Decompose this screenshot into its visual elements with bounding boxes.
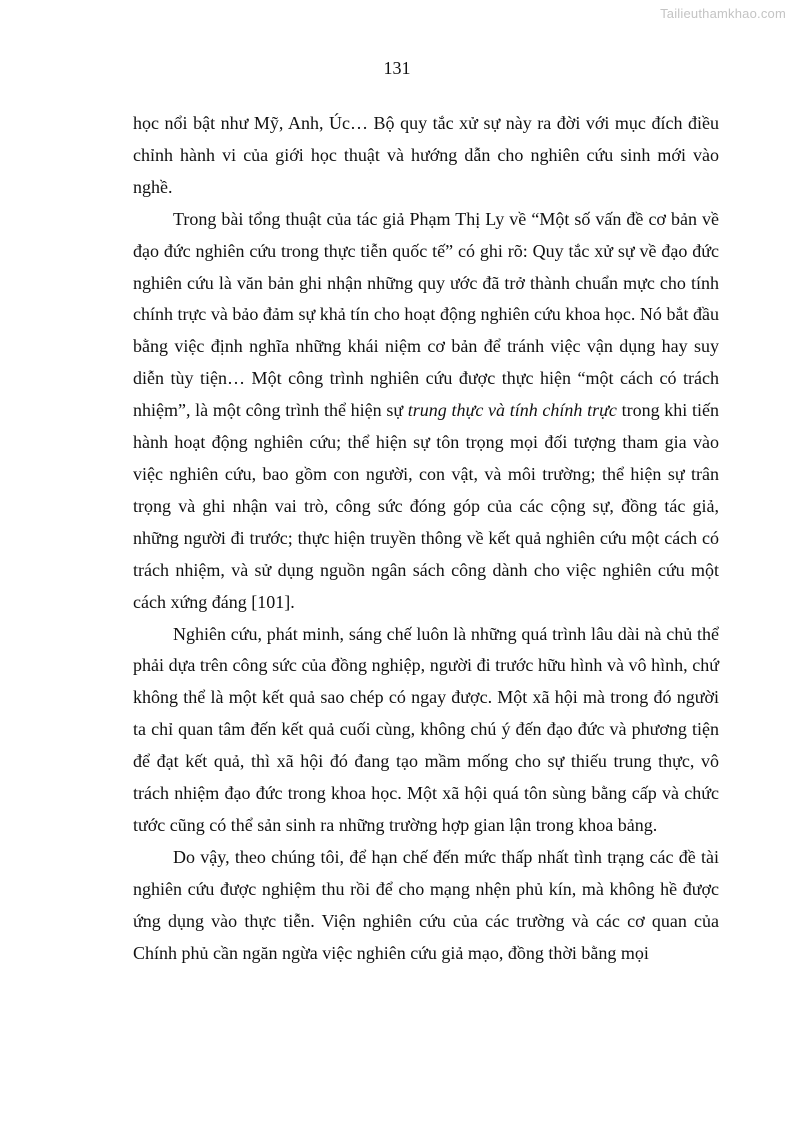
page-number: 131 [383,58,411,78]
paragraph-4 [133,842,719,970]
watermark: Tailieuthamkhao.com [660,6,786,21]
paragraph-1 [133,108,719,204]
paragraph-text: Do vậy, theo chúng tôi, để hạn chế đến mức thấp nhất tình trạng các đề tài nghiên cứu được nghiệm thu rồi để cho mạng nhện phủ kín, mà không hề được ứng dụng vào thực tiễn. Viện nghiên cứu của các trường và các cơ quan của Chính phủ cần ngăn ngừa việc nghiên cứu giả mạo, đồng thời bằng mọi [133,846,719,963]
document-body [133,108,719,969]
paragraph-2 [133,204,719,619]
paragraph-3 [133,619,719,842]
paragraph-text: Nghiên cứu, phát minh, sáng chế luôn là những quá trình lâu dài nà chủ thể phải dựa trên công sức của đồng nghiệp, người đi trước hữu hình và vô hình, chứ không thể là một kết quả sao chép có ngay được. Một xã hội mà trong đó người ta chỉ quan tâm đến kết quả cuối cùng, không chú ý đến đạo đức và phương tiện để đạt kết quả, thì xã hội đó đang tạo mầm mống cho sự thiếu trung thực, vô trách nhiệm đạo đức trong khoa học. Một xã hội quá tôn sùng bằng cấp và chức tước cũng có thể sản sinh ra những trường hợp gian lận trong khoa bảng. [133,623,719,835]
paragraph-text: học nổi bật như Mỹ, Anh, Úc… Bộ quy tắc xử sự này ra đời với mục đích điều chỉnh hành vi của giới học thuật và hướng dẫn cho nghiên cứu sinh mới vào nghề. [133,113,719,197]
paragraph-text: trong khi tiến hành hoạt động nghiên cứu; thể hiện sự tôn trọng mọi đối tượng tham gia vào việc nghiên cứu, bao gồm con người, con vật, và môi trường; thể hiện sự trân trọng và ghi nhận vai trò, công sức đóng góp của các cộng sự, đồng tác giả, những người đi trước; thực hiện truyền thông về kết quả nghiên cứu một cách có trách nhiệm, và sử dụng nguồn ngân sách công dành cho việc nghiên cứu một cách xứng đáng [101]. [133,400,719,612]
paragraph-text: Trong bài tổng thuật của tác giả Phạm Thị Ly về “Một số vấn đề cơ bản về đạo đức nghiên cứu trong thực tiễn quốc tế” có ghi rõ: Quy tắc xử sự về đạo đức nghiên cứu là văn bản ghi nhận những quy ước đã trở thành chuẩn mực cho tính chính trực và bảo đảm sự khả tín cho hoạt động nghiên cứu khoa học. Nó bắt đầu bằng việc định nghĩa những khái niệm cơ bản để tránh việc vận dụng hay suy diễn tùy tiện… Một công trình nghiên cứu được thực hiện “một cách có trách nhiệm”, là một công trình thể hiện sự [133,208,719,421]
paragraph-text-italic: trung thực và tính chính trực [407,400,617,421]
